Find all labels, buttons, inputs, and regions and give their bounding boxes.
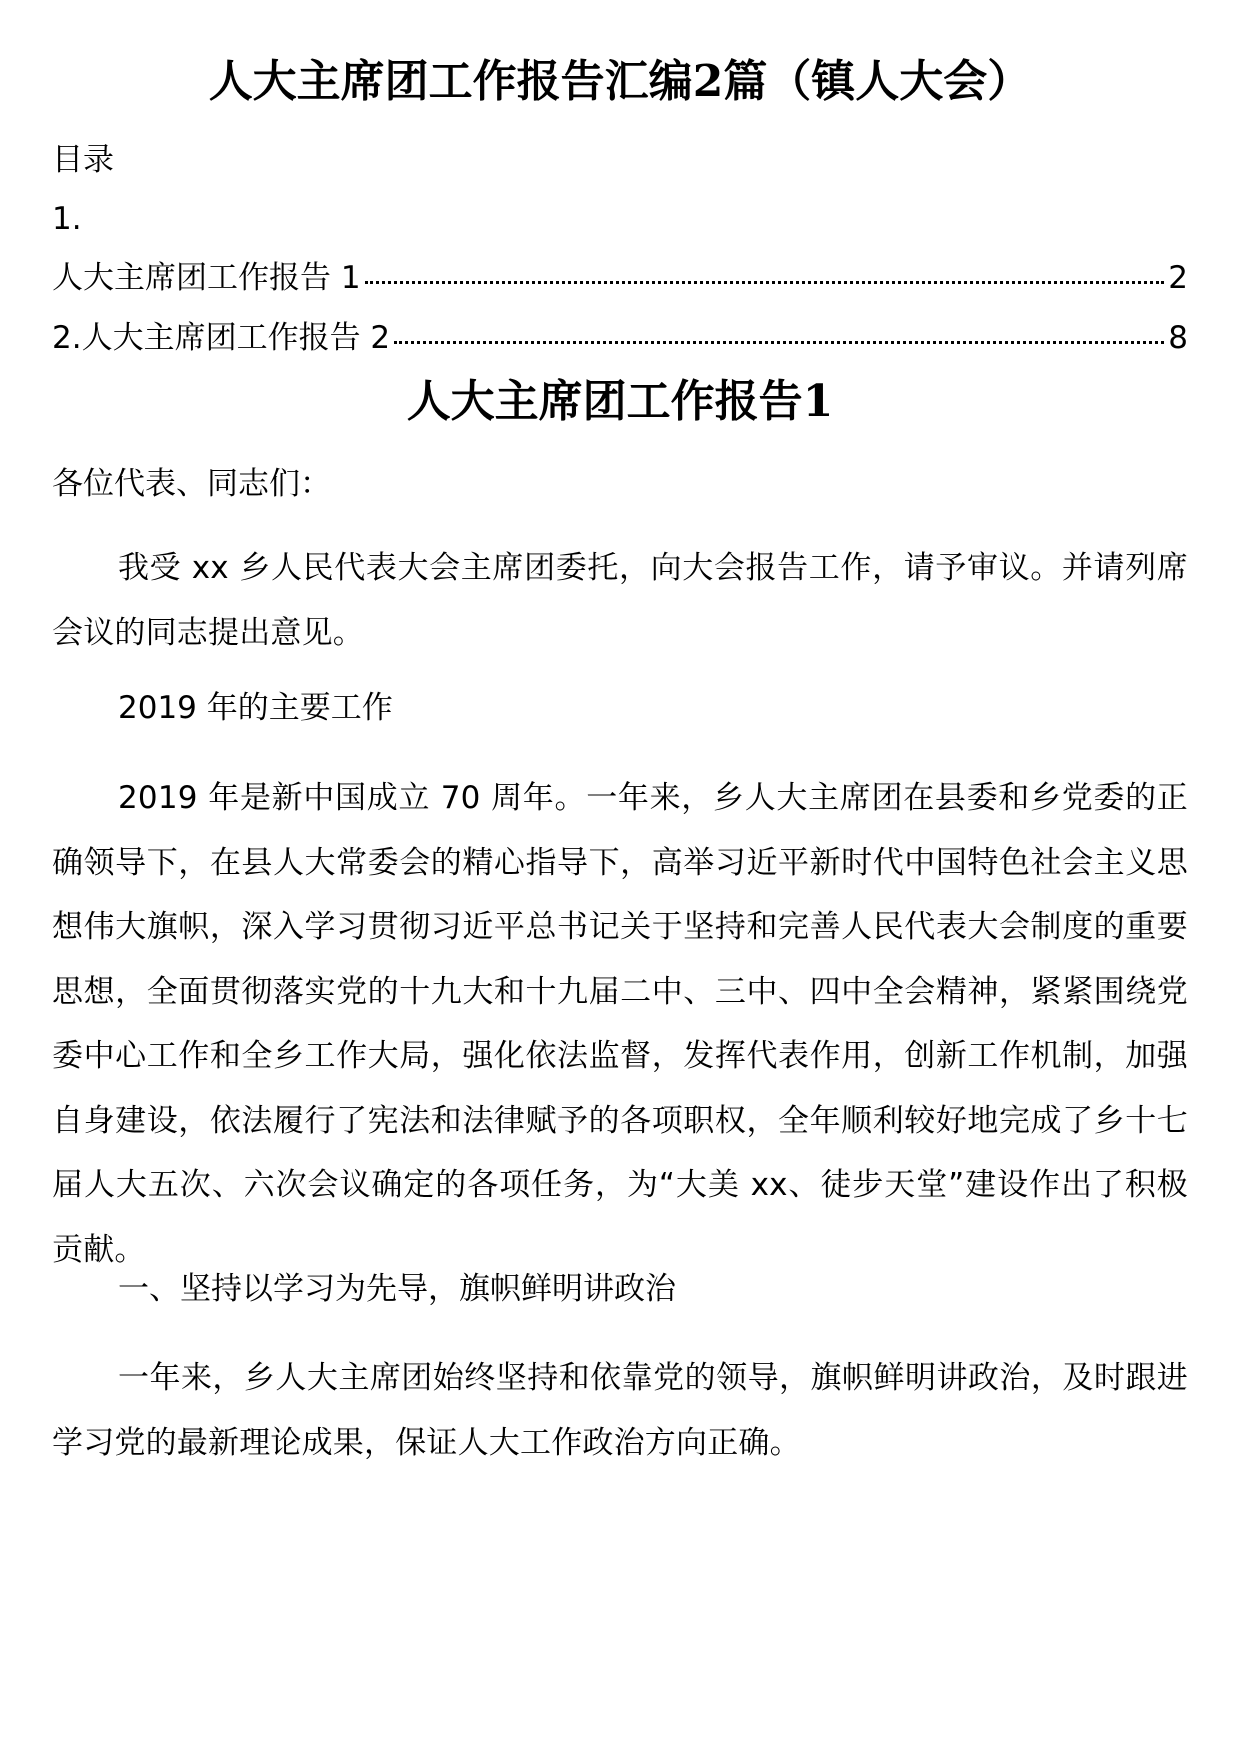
toc-item1-number: 1. (52, 201, 82, 237)
toc-item2-leader (394, 341, 1164, 344)
section-title-number: 1 (802, 376, 834, 427)
document-title-main: 人大主席团工作报告汇编 (208, 56, 693, 107)
salutation: 各位代表、同志们： (52, 466, 331, 502)
toc-item2-title: 2.人大主席团工作报告 2 (52, 320, 391, 356)
section-one-paragraph: 一年来，乡人大主席团始终坚持和依靠党的领导，旗帜鲜明讲政治，及时跟进学习党的最新理论成果，保证人大工作政治方向正确。 (52, 1360, 1188, 1461)
toc-item2-page: 8 (1168, 320, 1188, 356)
document-title-number: 2 (692, 56, 724, 107)
overview-paragraph: 2019 年是新中国成立 70 周年。一年来，乡人大主席团在县委和乡党委的正确领导下，在县人大常委会的精心指导下，高举习近平新时代中国特色社会主义思想伟大旗帜，深入学习贯彻习近平总书记关于坚持和完善人民代表大会制度的重要思想，全面贯彻落实党的十九大和十九届二中、三中、四中全会精神，紧紧围绕党委中心工作和全乡工作大局，强化依法监督，发挥代表作用，创新工作机制，加强自身建设，依法履行了宪法和法律赋予的各项职权，全年顺利较好地完成了乡十七届人大五次、六次会议确定的各项任务，为“大美 xx、徒步天堂”建设作出了积极贡献。 (52, 780, 1188, 1268)
document-title (52, 52, 1188, 112)
toc-item-2[interactable] (52, 316, 1188, 360)
section-title-main: 人大主席团工作报告 (406, 376, 803, 427)
toc-item1-title: 人大主席团工作报告 1 (52, 260, 361, 296)
heading-section-one: 一、坚持以学习为先导，旗帜鲜明讲政治 (118, 1271, 676, 1307)
section-title (52, 372, 1188, 432)
subheading-main-work: 2019 年的主要工作 (118, 690, 393, 726)
intro-paragraph: 我受 xx 乡人民代表大会主席团委托，向大会报告工作，请予审议。并请列席会议的同志提出意见。 (52, 550, 1188, 651)
toc-item-1[interactable] (52, 256, 1188, 300)
toc-label: 目录 (52, 142, 114, 178)
toc-item1-page: 2 (1168, 260, 1188, 296)
document-title-rest: 篇（镇人大会） (723, 56, 1032, 107)
toc-item1-leader (365, 281, 1165, 284)
